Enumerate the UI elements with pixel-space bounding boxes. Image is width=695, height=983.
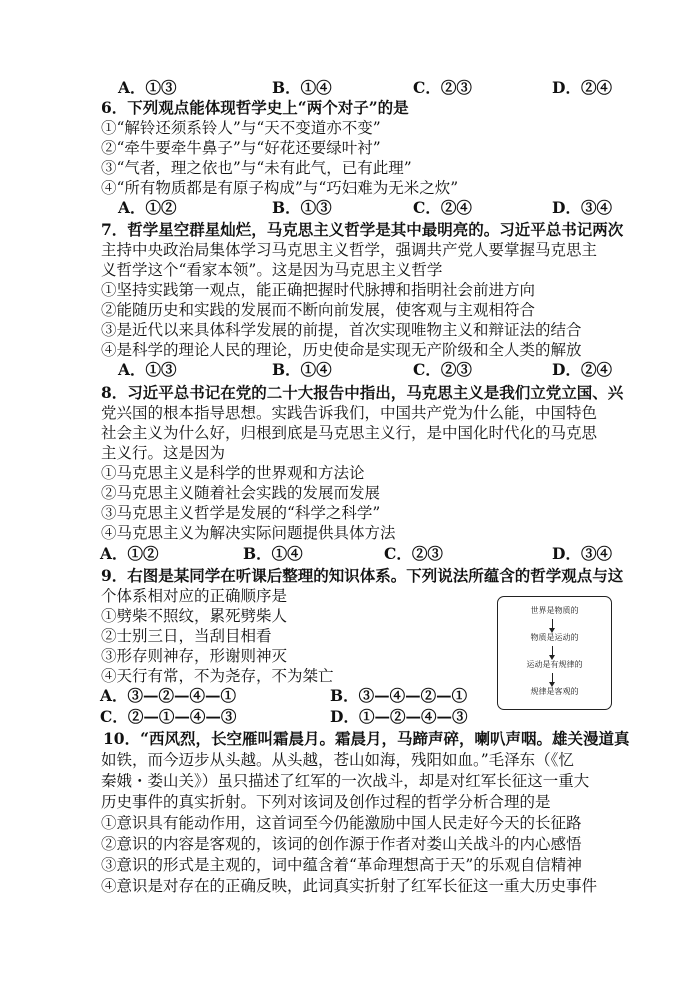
q6-item-3: ③“气者，理之依也”与“未有此气，已有此理” (101, 159, 412, 177)
q8-option-b: B．①④ (243, 544, 303, 563)
q9-option-d: D．①—②—④—③ (330, 707, 468, 726)
q7-stem-line-2: 主持中央政治局集体学习马克思主义哲学，强调共产党人要掌握马克思主 (101, 241, 598, 259)
q7-item-3: ③是近代以来具体科学发展的前提，首次实现唯物主义和辩证法的结合 (101, 321, 582, 339)
q8-stem-line-3: 社会主义为什么好，归根到底是马克思主义行，是中国化时代化的马克思 (101, 424, 598, 442)
diagram-node-1: 世界是物质的 (530, 606, 579, 615)
down-arrow-icon (552, 619, 553, 631)
q7-option-a: A．①③ (118, 360, 177, 379)
q9-item-4: ④天行有常，不为尧存，不为桀亡 (101, 667, 334, 685)
q8-stem-line-1: 8．习近平总书记在党的二十大报告中指出，马克思主义是我们立党立国、兴 (101, 383, 624, 402)
q7-option-c: C．②③ (413, 360, 472, 379)
diagram-node-2: 物质是运动的 (530, 633, 579, 642)
q6-item-2: ②“牵牛要牵牛鼻子”与“好花还要绿叶衬” (101, 139, 381, 157)
q7-stem-line-1: 7．哲学星空群星灿烂，马克思主义哲学是其中最明亮的。习近平总书记两次 (101, 220, 624, 239)
q9-stem-line-2: 个体系相对应的正确顺序是 (101, 587, 288, 605)
q10-stem-line-4: 历史事件的真实折射。下列对该词及创作过程的哲学分析合理的是 (101, 793, 551, 811)
diagram-node-4: 规律是客观的 (530, 687, 579, 696)
diagram-node-3: 运动是有规律的 (526, 660, 583, 669)
q10-stem-line-3: 秦娥・娄山关》）虽只描述了红军的一次战斗，却是对红军长征这一重大 (101, 772, 590, 790)
q10-item-2: ②意识的内容是客观的，该词的创作源于作者对娄山关战斗的内心感悟 (101, 835, 582, 853)
knowledge-flow-diagram (497, 596, 612, 710)
q10-item-1: ①意识具有能动作用，这首词至今仍能激励中国人民走好今天的长征路 (101, 814, 582, 832)
q6-option-b: B．①③ (272, 198, 332, 217)
q6-option-d: D．③④ (552, 198, 612, 217)
q9-stem-line-1: 9．右图是某同学在听课后整理的知识体系。下列说法所蕴含的哲学观点与这 (101, 566, 624, 585)
q10-stem-line-1: 10．“西风烈，长空雁叫霜晨月。霜晨月，马蹄声碎，喇叭声咽。雄关漫道真 (103, 729, 630, 748)
q8-item-2: ②马克思主义随着社会实践的发展而发展 (101, 484, 381, 502)
q8-item-4: ④马克思主义为解决实际问题提供具体方法 (101, 524, 396, 542)
q10-item-3: ③意识的形式是主观的，词中蕴含着“革命理想高于天”的乐观自信精神 (101, 856, 582, 874)
q9-item-2: ②士别三日，当刮目相看 (101, 627, 272, 645)
q6-item-4: ④“所有物质都是有原子构成”与“巧妇难为无米之炊” (101, 179, 459, 197)
q6-item-1: ①“解铃还须系铃人”与“天不变道亦不变” (101, 119, 381, 137)
q6-stem: 6．下列观点能体现哲学史上“两个对子”的是 (101, 98, 409, 117)
down-arrow-icon (552, 646, 553, 658)
q8-option-c: C．②③ (384, 544, 443, 563)
q9-item-1: ①劈柴不照纹，累死劈柴人 (101, 607, 288, 625)
q8-stem-line-2: 党兴国的根本指导思想。实践告诉我们，中国共产党为什么能，中国特色 (101, 404, 598, 422)
q8-stem-line-4: 主义行。这是因为 (101, 444, 226, 462)
q9-option-b: B．③—④—②—① (330, 686, 468, 705)
q7-option-d: D．②④ (552, 360, 612, 379)
q8-option-d: D．③④ (552, 544, 612, 563)
q6-option-a: A．①② (118, 198, 177, 217)
q7-item-2: ②能随历史和实践的发展而不断向前发展，使客观与主观相符合 (101, 301, 536, 319)
q5-option-a: A．①③ (118, 78, 177, 97)
q9-option-c: C．②—①—④—③ (100, 707, 237, 726)
q10-item-4: ④意识是对存在的正确反映，此词真实折射了红军长征这一重大历史事件 (101, 877, 598, 895)
q5-option-d: D．②④ (552, 78, 612, 97)
q7-option-b: B．①④ (272, 360, 332, 379)
q8-item-1: ①马克思主义是科学的世界观和方法论 (101, 464, 365, 482)
q7-item-4: ④是科学的理论人民的理论，历史使命是实现无产阶级和全人类的解放 (101, 341, 582, 359)
down-arrow-icon (552, 673, 553, 685)
q5-option-b: B．①④ (272, 78, 332, 97)
q8-option-a: A．①② (100, 544, 159, 563)
q7-stem-line-3: 义哲学这个“看家本领”。这是因为马克思主义哲学 (101, 261, 443, 279)
q10-stem-line-2: 如铁，而今迈步从头越。从头越，苍山如海，残阳如血。”毛泽东（《忆 (101, 751, 574, 769)
q6-option-c: C．②④ (413, 198, 472, 217)
q5-option-c: C．②③ (413, 78, 472, 97)
q9-item-3: ③形存则神存，形谢则神灭 (101, 647, 288, 665)
q8-item-3: ③马克思主义哲学是发展的“科学之科学” (101, 504, 381, 522)
q7-item-1: ①坚持实践第一观点，能正确把握时代脉搏和指明社会前进方向 (101, 281, 536, 299)
q9-option-a: A．③—②—④—① (100, 686, 237, 705)
